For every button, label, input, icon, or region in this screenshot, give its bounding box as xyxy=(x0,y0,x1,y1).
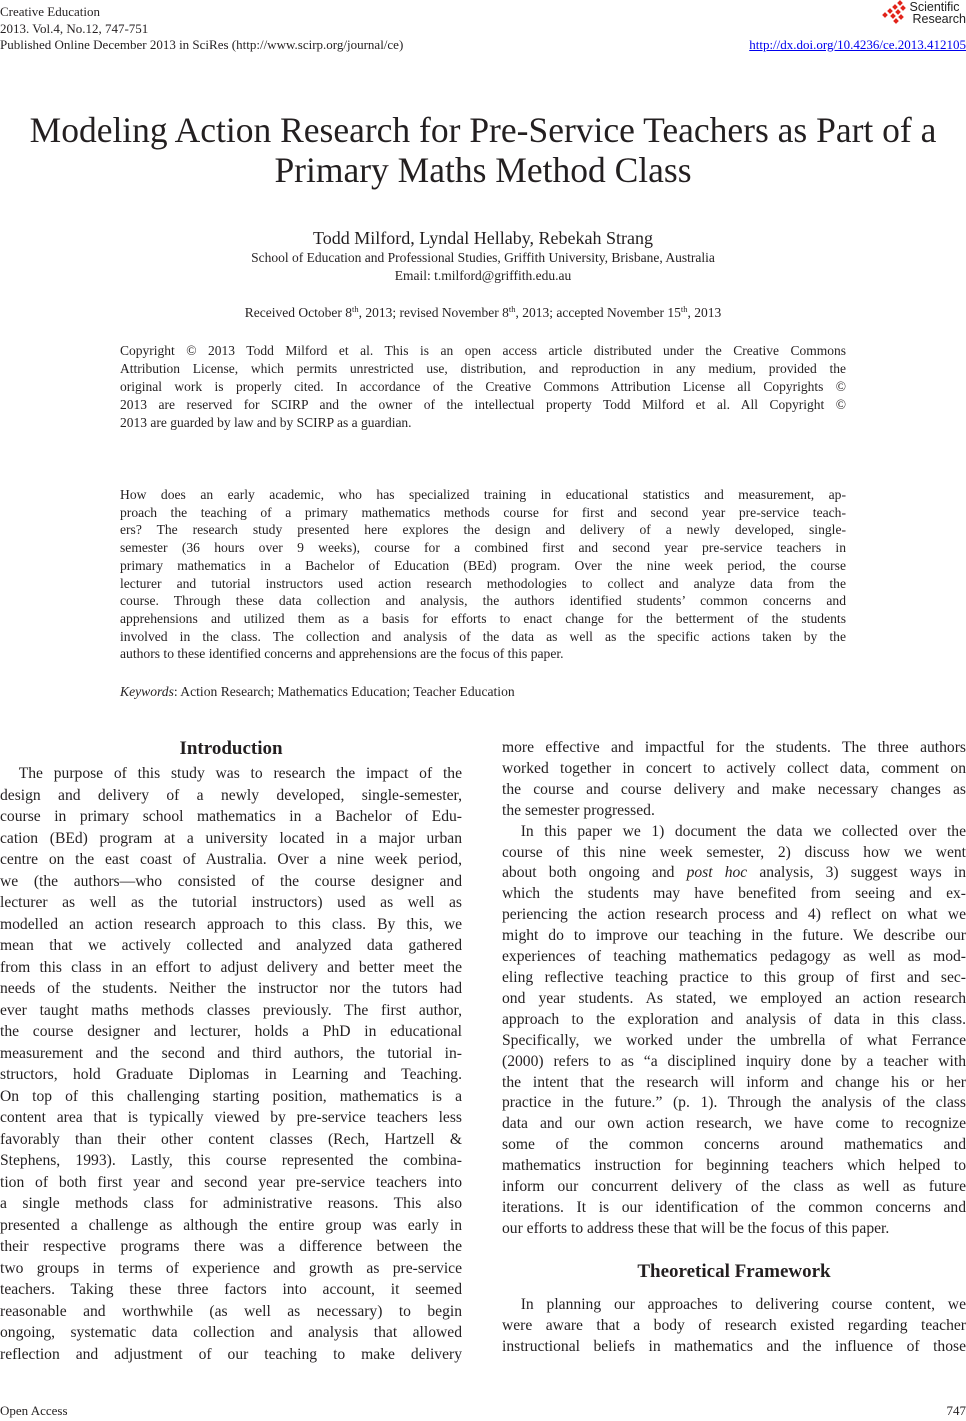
paragraph xyxy=(0,763,462,1365)
paragraph xyxy=(120,486,846,663)
paragraph xyxy=(120,342,846,432)
text-line: the intent that the research will inform and change his or her xyxy=(502,1073,966,1091)
text-line: some of the common concerns around mathematics and xyxy=(502,1136,966,1154)
text-line: (2000) refers to as “a disciplined inquiry done by a teacher with xyxy=(502,1052,966,1070)
text-line: semester (36 hours over 9 weeks), course for a combined first and second year pre-service teachers in xyxy=(120,540,846,556)
text-line: 2013 are guarded by law and by SCIRP as a guardian. xyxy=(120,415,412,430)
text-line: structors, hold Graduate Diplomas in Learning and Teaching. xyxy=(0,1066,462,1083)
right-column xyxy=(502,738,966,1357)
text-line: In this paper we 1) document the data we collected over the xyxy=(520,822,966,840)
text-line: experiences of teaching mathematics pedagogy as well as mod- xyxy=(502,948,966,966)
text-line: measurement and the second and third authors, the tutorial in- xyxy=(0,1044,462,1062)
text-line: On top of this challenging starting position, mathematics is a xyxy=(0,1087,462,1105)
text-line: the course and course delivery and make necessary changes as xyxy=(502,780,966,798)
text-line: a single methods class for administrative reasons. This also xyxy=(0,1195,462,1212)
text-line: were aware that a body of research existed regarding teacher xyxy=(502,1316,966,1334)
text-line: content area that is typically viewed by pre-service teachers less xyxy=(0,1109,462,1126)
text-line: their respective programs there was a difference between the xyxy=(0,1238,462,1255)
text-line: worked together in concert to actively collect data, comment on xyxy=(502,759,966,777)
copyright-notice xyxy=(120,342,846,432)
paragraph xyxy=(502,738,966,822)
text-line: periencing the action research process and 4) reflect on what we xyxy=(502,906,966,924)
keywords-label: Keywords xyxy=(120,684,174,699)
text-segment: about both ongoing and xyxy=(502,864,687,882)
title-line: Primary Maths Method Class xyxy=(274,150,692,190)
text-line: which the students may have benefited from seeing and ex- xyxy=(502,885,966,903)
text-line: mean that we actively collected and analyzed data gathered xyxy=(0,937,462,954)
logo-text-line2: Research xyxy=(912,12,966,26)
text-line: ers? The research study presented here explores the design and delivery of a newly developed, single- xyxy=(120,522,846,538)
text-line: mathematics instruction for beginning teachers which helped to xyxy=(502,1157,966,1175)
section-heading-introduction: Introduction xyxy=(179,738,283,759)
text-line: design and delivery of a newly developed, single-semester, xyxy=(0,786,462,804)
text-line: course. Through these data collection and analysis, the authors identified students’ common concerns and xyxy=(120,593,846,609)
paragraph xyxy=(502,1295,966,1358)
text-line: Stephens, 1993). Lastly, this course represented the combina- xyxy=(0,1152,462,1169)
text-line: original work is properly cited. In accordance of the Creative Commons Attribution License all Copyrights © xyxy=(120,379,846,394)
published-info: Published Online December 2013 in SciRes (http://www.scirp.org/journal/ce) xyxy=(0,37,404,52)
text-line: the course designer and lecturer, holds a PhD in educational xyxy=(0,1023,462,1040)
text-line: reflection and adjustment of our teaching to make delivery xyxy=(0,1345,462,1363)
text-line xyxy=(502,863,966,884)
affiliation: School of Education and Professional Studies, Griffith University, Brisbane, Australia xyxy=(251,250,715,265)
footer-open-access: Open Access xyxy=(0,1403,68,1418)
text-line: might do to improve our teaching in the future. We describe our xyxy=(502,927,966,945)
text-line: practice in the future.” (p. 1). Through the analysis of the class xyxy=(502,1094,966,1112)
text-line: ever taught maths methods classes previously. The first author, xyxy=(0,1001,462,1019)
left-column xyxy=(0,738,462,1365)
keywords xyxy=(120,683,515,701)
text-line: reasonable and worthwhile (as well as necessary) to begin xyxy=(0,1302,462,1320)
paper-title xyxy=(0,110,966,190)
keywords-text: : Action Research; Mathematics Education; Teacher Education xyxy=(173,684,515,699)
text-line: eling reflective teaching practice to this group of first and sec- xyxy=(502,968,966,986)
title-line: Modeling Action Research for Pre-Service Teachers as Part of a xyxy=(29,110,937,150)
text-line: lecturer as well as the tutorial instructors) used as well as xyxy=(0,894,462,911)
doi-link[interactable]: http://dx.doi.org/10.4236/ce.2013.412105 xyxy=(749,37,966,52)
text-line: favorably than their other content classes (Rech, Hartzell & xyxy=(0,1130,462,1148)
scientific-research-logo xyxy=(880,0,966,26)
text-line: from this class in an effort to adjust delivery and better meet the xyxy=(0,958,462,976)
text-line: we (the authors—who consisted of the course designer and xyxy=(0,872,462,890)
journal-name: Creative Education xyxy=(0,4,100,19)
text-line: tion of both first year and second year pre-service teachers into xyxy=(0,1173,462,1191)
text-line: ond year students. As stated, we employed an action research xyxy=(502,989,966,1007)
text-line: presented a challenge as although the entire group was early in xyxy=(0,1216,462,1234)
abstract xyxy=(120,486,846,663)
volume-info: 2013. Vol.4, No.12, 747-751 xyxy=(0,20,149,36)
text-line: needs of the students. Neither the instructor nor the tutors had xyxy=(0,980,462,997)
text-line: centre on the east coast of Australia. Over a nine week period, xyxy=(0,851,462,868)
text-line: The purpose of this study was to research the impact of the xyxy=(18,765,462,782)
text-line: apprehensions and utilized them as a basis for efforts to enact change for the betterment of the students xyxy=(120,610,846,626)
text-line: inform our concurrent delivery of the class as well as future xyxy=(502,1178,966,1196)
diamond-cluster-icon xyxy=(880,0,908,26)
text-line: teachers. Taking these three factors into account, it seemed xyxy=(0,1281,462,1298)
text-line: involved in the class. The collection and analysis of the data as well as the specific actions taken by the xyxy=(120,628,846,644)
text-line: proach the teaching of a primary mathematics methods course for first and second year pre-service teach- xyxy=(120,504,846,520)
text-line: primary mathematics in a Bachelor of Education (BEd) program. Over the nine week period, the course xyxy=(120,557,846,573)
text-line: data and our own action research, we have come to recognize xyxy=(502,1115,966,1133)
text-line: course in primary school mathematics in a Bachelor of Edu- xyxy=(0,808,462,825)
text-line: In planning our approaches to delivering course content, we xyxy=(520,1295,966,1313)
text-line: course of this nine week semester, 2) discuss how we went xyxy=(502,843,966,861)
text-line: two groups in terms of experience and growth as pre-service xyxy=(0,1259,462,1277)
text-line: cation (BEd) program at a university located in a major urban xyxy=(0,829,462,847)
text-line: the semester progressed. xyxy=(502,801,655,819)
text-line: Copyright © 2013 Todd Milford et al. This is an open access article distributed under the Creative Commons xyxy=(120,343,846,358)
text-line: Attribution License, which permits unrestricted use, distribution, and reproduction in any medium, provided the xyxy=(120,361,846,376)
text-line: authors to these identified concerns and apprehensions are the focus of this paper. xyxy=(120,646,564,662)
text-line: our efforts to address these that will be the focus of this paper. xyxy=(502,1219,890,1237)
logo-text-line1: Scientific xyxy=(909,0,960,14)
affiliation-block xyxy=(0,249,966,285)
text-segment: analysis, 3) suggest ways in xyxy=(747,864,966,882)
text-line: approach to the exploration and analysis of data in this class. xyxy=(502,1010,966,1028)
text-line: modelled an action research approach to this class. By this, we xyxy=(0,915,462,933)
paragraph xyxy=(502,822,966,1240)
authors: Todd Milford, Lyndal Hellaby, Rebekah Strang xyxy=(312,228,653,248)
italic-text: post hoc xyxy=(686,864,748,882)
text-line: ongoing, systematic data collection and analysis that allowed xyxy=(0,1324,462,1341)
section-heading-theoretical-framework: Theoretical Framework xyxy=(637,1260,831,1282)
text-line: instructional beliefs in mathematics and the influence of those xyxy=(502,1337,966,1355)
text-line: Specifically, we worked under the umbrella of what Ferrance xyxy=(502,1031,966,1049)
text-line: iterations. It is our identification of the common concerns and xyxy=(502,1198,966,1216)
email: Email: t.milford@griffith.edu.au xyxy=(394,268,572,283)
running-header xyxy=(0,4,403,54)
page-number: 747 xyxy=(946,1403,966,1418)
text-line: more effective and impactful for the students. The three authors xyxy=(502,739,966,756)
text-line: How does an early academic, who has specialized training in educational statistics and measurement, ap- xyxy=(120,487,846,502)
text-line: lecturer and tutorial instructors used action research methodologies to collect and analyze data from the xyxy=(120,575,846,591)
received-dates: Received October 8th, 2013; revised November 8th, 2013; accepted November 15th, 2013 xyxy=(244,304,722,320)
text-line: 2013 are reserved for SCIRP and the owner of the intellectual property Todd Milford et al. All Copyright © xyxy=(120,397,846,412)
